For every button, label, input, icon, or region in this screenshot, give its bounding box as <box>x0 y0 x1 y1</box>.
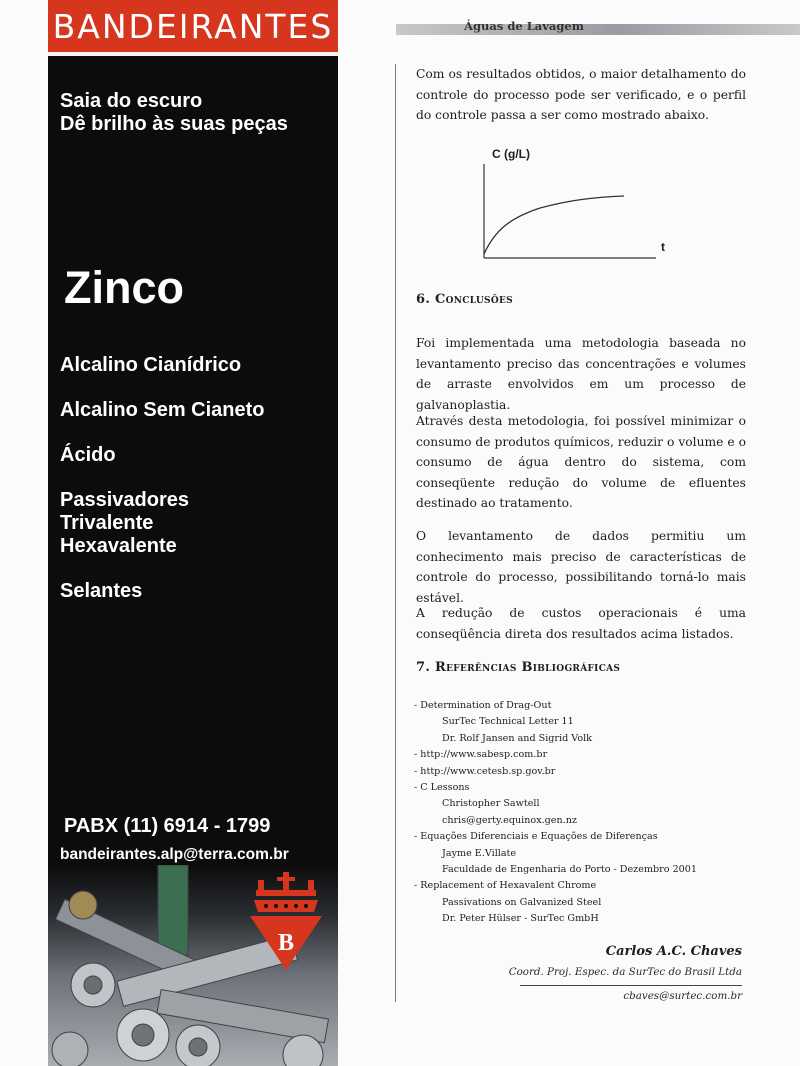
conclusions-paragraph: A redução de custos operacionais é uma conseqüência direta dos resultados acima listados. <box>416 606 746 641</box>
ad-product-line: Hexavalente <box>60 535 177 557</box>
ad-product-item-passivators <box>60 489 265 558</box>
ad-product-line: Trivalente <box>60 512 154 534</box>
author-email[interactable]: cbaves@surtec.com.br <box>623 990 742 1002</box>
ad-brand-name: BANDEIRANTES <box>48 0 338 56</box>
reference-detail: Faculdade de Engenharia do Porto - Dezembro 2001 <box>442 864 697 876</box>
running-head: Águas de Lavagem <box>464 19 584 33</box>
ad-slogan-line: Dê brilho às suas peças <box>60 113 288 135</box>
reference-detail: Jayme E.Villate <box>442 847 517 859</box>
ad-product-item: Alcalino Sem Cianeto <box>60 399 265 421</box>
ad-product-item: Selantes <box>60 580 143 602</box>
reference-detail: Dr. Rolf Jansen and Sigrid Volk <box>442 732 592 744</box>
ad-product-item: Ácido <box>60 444 116 466</box>
concentration-graph <box>470 140 680 268</box>
graph-x-label: t <box>661 240 665 254</box>
author-divider <box>520 985 742 986</box>
graph-curve <box>484 196 624 254</box>
author-role: Coord. Proj. Espec. da SurTec do Brasil Ltda <box>508 966 742 978</box>
reference-link[interactable]: - http://www.sabesp.com.br <box>414 749 548 761</box>
ad-product-item: Alcalino Cianídrico <box>60 354 242 376</box>
reference-item: - Determination of Drag-Out <box>414 700 552 711</box>
references-list <box>414 698 744 928</box>
ad-email[interactable]: bandeirantes.alp@terra.com.br <box>60 846 289 863</box>
intro-paragraph: Com os resultados obtidos, o maior detalhamento do controle do processo pode ser verificado, e o perfil do controle passa a ser como mostrado abaixo. <box>416 67 746 123</box>
ad-product-line: Passivadores <box>60 489 189 511</box>
bandeirantes-logo-icon <box>244 872 328 972</box>
ad-slogan <box>60 90 288 136</box>
ad-slogan-line: Saia do escuro <box>60 90 203 112</box>
author-name: Carlos A.C. Chaves <box>605 944 742 959</box>
ad-product-list <box>60 354 265 625</box>
conclusions-paragraph: Através desta metodologia, foi possível minimizar o consumo de produtos químicos, reduzir o volume e o consumo de água dentro do sistema, com conseqüente redução do volume de efluentes destinado ao tratamento. <box>416 414 746 511</box>
graph-y-label: C (g/L) <box>492 147 530 161</box>
reference-email[interactable]: chris@gerty.equinox.gen.nz <box>442 814 577 826</box>
advertisement-panel <box>48 0 338 1066</box>
reference-item: - Equações Diferenciais e Equações de Diferenças <box>414 831 658 843</box>
conclusions-paragraph: Foi implementada uma metodologia baseada no levantamento preciso das concentrações e volumes de arraste envolvidos em um processo de galvanoplastia. <box>416 336 746 412</box>
column-divider <box>395 64 396 1002</box>
reference-detail: Christopher Sawtell <box>442 798 540 810</box>
section-heading-references: 7. Referências Bibliográficas <box>416 660 621 675</box>
conclusions-paragraph: O levantamento de dados permitiu um conhecimento mais preciso de características de controle do processo, possibilitando torná-lo mais estável. <box>416 529 746 605</box>
logo-letter: B <box>277 930 295 956</box>
reference-detail: Dr. Peter Hülser - SurTec GmbH <box>442 913 599 925</box>
ad-product-title: Zinco <box>64 262 184 313</box>
reference-detail: Passivations on Galvanized Steel <box>442 896 602 908</box>
section-heading-conclusions: 6. Conclusões <box>416 292 513 307</box>
reference-item: - C Lessons <box>414 782 470 794</box>
reference-item: - Replacement of Hexavalent Chrome <box>414 880 597 892</box>
reference-detail: SurTec Technical Letter 11 <box>442 716 574 728</box>
ad-phone: PABX (11) 6914 - 1799 <box>64 815 271 837</box>
reference-link[interactable]: - http://www.cetesb.sp.gov.br <box>414 765 556 777</box>
